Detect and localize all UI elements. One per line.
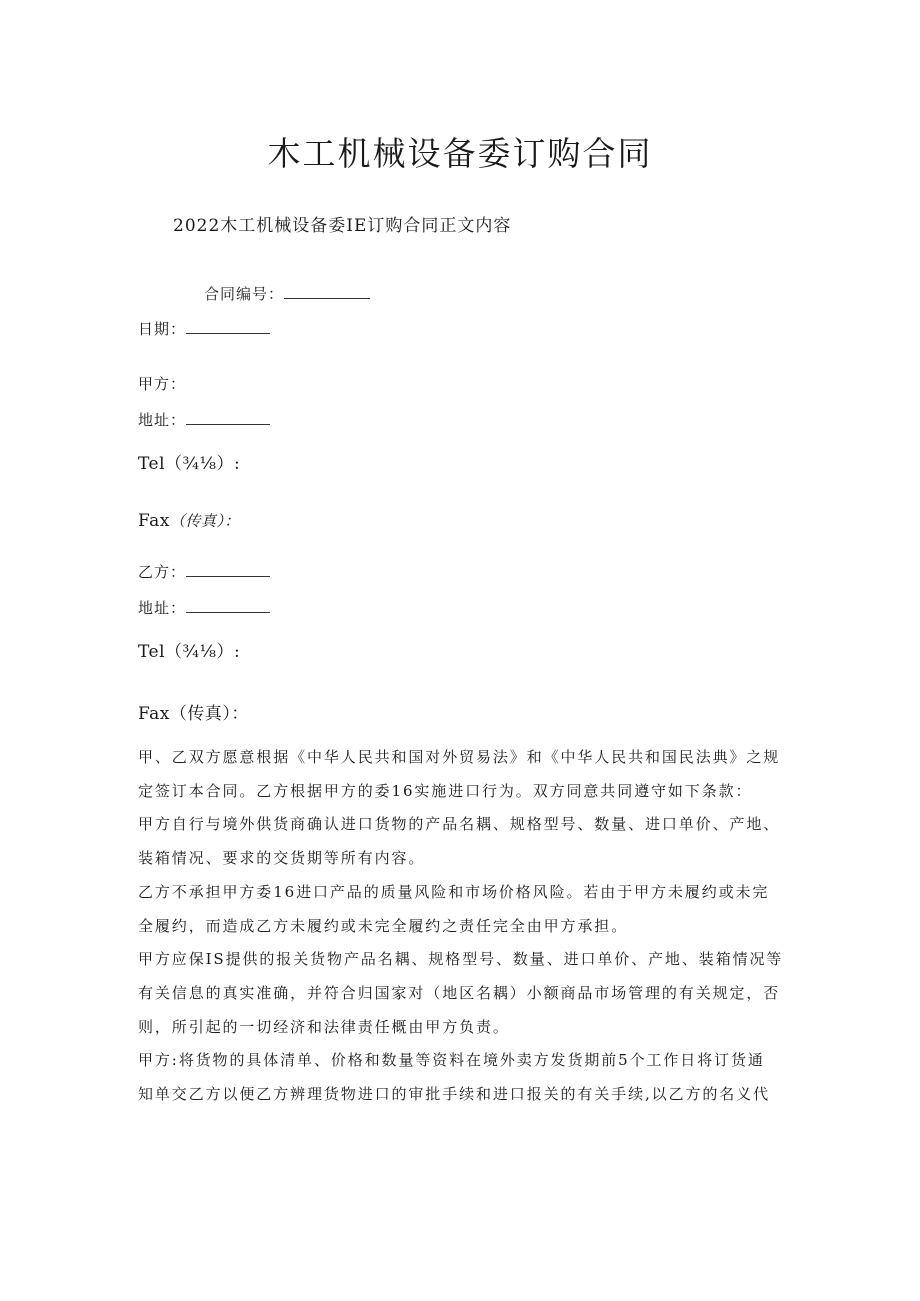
party-b-tel-label: Tel（¾⅛）: [138,642,241,662]
body-line: 则，所引起的一切经济和法律责任概由甲方负责。 [138,1017,510,1036]
party-a-fax-field [138,510,240,531]
body-line: 定签订本合同。乙方根据甲方的委16实施进口行为。双方同意共同遵守如下条款： [138,781,753,800]
party-b-address-blank [186,598,270,613]
contract-body [138,741,798,1112]
contract-number-field [204,283,370,304]
party-b-address-label: 地址： [138,599,187,617]
date-field [138,318,270,339]
party-a-fax-label-suffix: （传真）： [169,512,240,530]
body-line: 有关信息的真实准确，并符合归国家对（地区名耦）小额商品市场管理的有关规定，否 [138,983,781,1002]
party-b-fax-field [138,699,249,724]
party-b-field [138,561,270,582]
party-a-label: 甲方： [138,375,187,393]
date-blank [186,319,270,334]
body-line: 甲、乙双方愿意根据《中华人民共和国对外贸易法》和《中华人民共和国民法典》之规 [138,748,781,766]
body-line: 知单交乙方以便乙方辨理货物进口的审批手续和进口报关的有关手续,以乙方的名义代 [138,1085,770,1104]
body-line: 装箱情况、要求的交货期等所有内容。 [138,849,426,868]
party-b-label: 乙方： [138,563,187,581]
body-line: 甲方应保IS提供的报关货物产品名耦、规格型号、数量、进口单价、产地、装箱情况等 [138,950,784,969]
party-a-tel-label: Tel（¾⅛）: [138,454,241,474]
date-label: 日期： [138,320,187,338]
document-subtitle: 2022木工机械设备委IE订购合同正文内容 [173,216,512,236]
party-b-tel-field [138,637,240,662]
party-b-blank [186,562,270,577]
body-line: 乙方不承担甲方委16进口产品的质量风险和市场价格风险。若由于甲方未履约或未完 [138,882,770,901]
party-b-fax-label: Fax（传真）： [138,704,249,724]
body-line: 甲方自行与境外供货商确认进口货物的产品名耦、规格型号、数量、进口单价、产地、 [138,815,781,834]
contract-number-blank [284,284,370,299]
body-line: 甲方:将货物的具体清单、价格和数量等资料在境外卖方发货期前5个工作日将订货通 [138,1051,765,1070]
document-title: 木工机械设备委订购合同 [267,134,653,173]
body-line: 全履约，而造成乙方未履约或未完全履约之责任完全由甲方承担。 [138,916,629,935]
party-a-address-blank [186,410,270,425]
party-a-address-field [138,409,270,430]
contract-number-label: 合同编号： [204,285,285,303]
party-a-address-label: 地址： [138,411,187,429]
party-a-field [138,373,186,394]
party-a-fax-label-prefix: Fax [138,511,170,531]
party-a-tel-field [138,449,240,474]
party-b-address-field [138,597,270,618]
